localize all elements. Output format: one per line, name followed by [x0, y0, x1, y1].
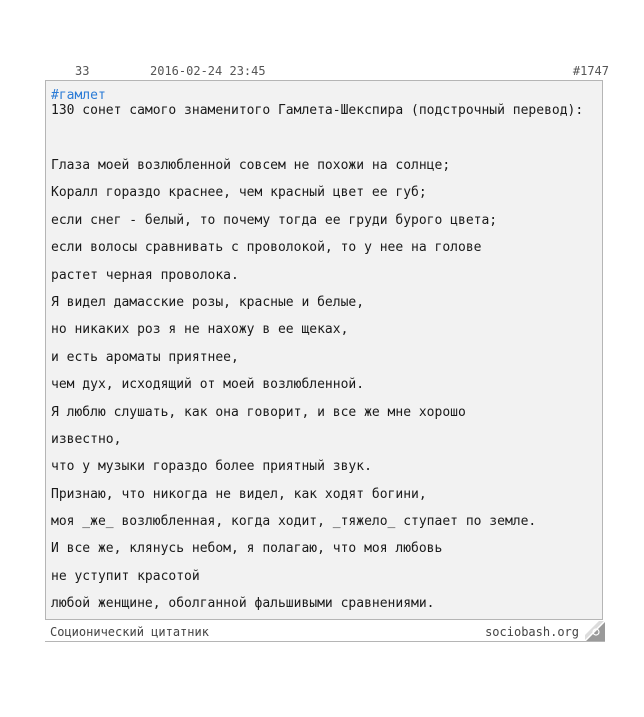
quote-rating: 33: [75, 64, 90, 78]
quote-footer: [45, 622, 605, 642]
quote-id-link[interactable]: #1747: [572, 64, 609, 78]
quote-line: любой женщине, оболганной фальшивыми сравнениями.: [51, 596, 435, 612]
site-name-link[interactable]: Соционический цитатник: [50, 625, 209, 639]
quote-line: что у музыки гораздо более приятный звук.: [51, 459, 372, 475]
quote-line: чем дух, исходящий от моей возлюбленной.: [51, 377, 365, 393]
quote-date: 2016-02-24 23:45: [150, 64, 266, 78]
quote-meta-bar: [45, 62, 610, 80]
quote-lines: [51, 158, 536, 624]
quote-line: если снег - белый, то почему тогда ее груди бурого цвета;: [51, 212, 498, 228]
quote-line: если волосы сравнивать с проволокой, то у нее на голове: [51, 240, 482, 256]
quote-line: но никаких роз я не нахожу в ее щеках,: [51, 322, 349, 338]
quote-line: растет черная проволока.: [51, 267, 239, 283]
quote-line: Коралл гораздо краснее, чем красный цвет ее губ;: [51, 185, 427, 201]
site-domain-link[interactable]: sociobash.org: [485, 625, 579, 639]
quote-line: Глаза моей возлюбленной совсем не похожи на солнце;: [51, 158, 451, 173]
quote-line: И все же, клянусь небом, я полагаю, что моя любовь: [51, 541, 443, 557]
quote-line: Я люблю слушать, как она говорит, и все же мне хорошо: [51, 404, 466, 420]
quote-line: известно,: [51, 431, 122, 447]
quote-line: не уступит красотой: [51, 568, 200, 584]
quote-header-line: 130 сонет самого знаменитого Гамлета-Шекспира (подстрочный перевод):: [51, 103, 584, 118]
quote-line: Я видел дамасские розы, красные и белые,: [51, 294, 365, 310]
corner-fold-icon[interactable]: [585, 621, 605, 641]
quote-tag-link[interactable]: #гамлет: [51, 88, 106, 103]
quote-box: [45, 80, 603, 620]
quote-line: моя _же_ возлюбленная, когда ходит, _тяжело_ ступает по земле.: [51, 514, 537, 530]
quote-line: Признаю, что никогда не видел, как ходят богини,: [51, 486, 427, 502]
quote-line: и есть ароматы приятнее,: [51, 349, 239, 365]
